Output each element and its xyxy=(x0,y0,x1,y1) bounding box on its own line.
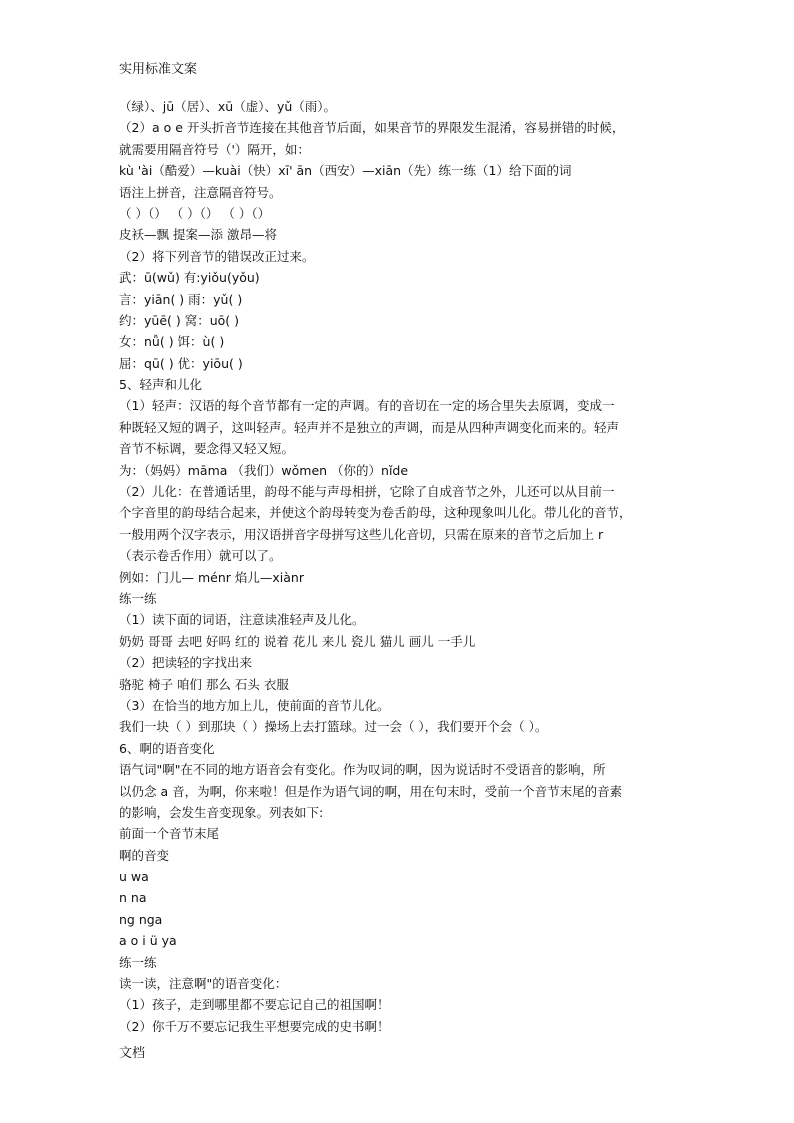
text-line: 6、啊的语音变化 xyxy=(119,740,215,756)
text-line: 骆驼 椅子 咱们 那么 石头 衣服 xyxy=(119,676,289,692)
text-line: 读一读，注意啊"的语音变化： xyxy=(119,976,288,992)
text-line: （ ）（） （ ）（） （ ）（） xyxy=(119,205,271,221)
text-line: 个字音里的韵母结合起来，并使这个韵母转变为卷舌韵母，这种现象叫儿化。带儿化的音节， xyxy=(119,505,632,521)
text-line: 就需要用隔音符号（'）隔开，如： xyxy=(119,141,310,157)
text-line: a o i ü ya xyxy=(119,933,177,949)
text-line: 我们一块（ ）到那块（ ）操场上去打篮球。过一会（ ），我们要开个会（ ）。 xyxy=(119,719,548,735)
text-line: 前面一个音节末尾 xyxy=(119,826,220,842)
text-line: （1）轻声：汉语的每个音节都有一定的声调。有的音切在一定的场合里失去原调，变成一 xyxy=(119,398,615,414)
text-line: 女：nǚ( ) 饵：ù( ) xyxy=(119,334,225,350)
page-footer: 文档 xyxy=(119,1046,146,1061)
text-line: 语注上拼音，注意隔音符号。 xyxy=(119,184,282,200)
text-line: （1）孩子，走到哪里都不要忘记自己的祖国啊！ xyxy=(119,997,390,1013)
text-line: 以仍念 a 音，为啊，你来啦！但是作为语气词的啊，用在句末时，受前一个音节末尾的音素 xyxy=(119,783,623,799)
text-line: 啊的音变 xyxy=(119,847,170,863)
text-line: 约：yūē( ) 窝：uō( ) xyxy=(119,312,240,328)
text-line: 练一练 xyxy=(119,954,157,970)
text-line: 例如：门儿— ménr 焰儿—xiànr xyxy=(119,569,304,585)
text-line: 的影响，会发生音变现象。列表如下: xyxy=(119,804,324,820)
text-line: （1）读下面的词语，注意读准轻声及儿化。 xyxy=(119,612,365,628)
text-line: （2）a o e 开头折音节连接在其他音节后面，如果音节的界限发生混淆，容易拼错的时候， xyxy=(119,120,625,136)
text-line: （绿）、jū（居）、xū（虚）、yǔ（雨）。 xyxy=(119,99,337,114)
text-line: （2）把读轻的字找出来 xyxy=(119,655,252,671)
text-line: 奶奶 哥哥 去吧 好吗 红的 说着 花儿 来儿 瓷儿 猫儿 画儿 一手儿 xyxy=(119,633,476,649)
text-line: 皮袄—飘 提案—添 激昂—将 xyxy=(119,227,277,243)
text-line: 武：ū(wǔ) 有:yiǒu(yǒu) xyxy=(119,270,260,286)
text-line: （2）将下列音节的错误改正过来。 xyxy=(119,248,315,264)
text-line: 练一练 xyxy=(119,590,157,606)
text-line: ng nga xyxy=(119,911,163,927)
text-line: n na xyxy=(119,890,147,906)
text-line: 语气词"啊"在不同的地方语音会有变化。作为叹词的啊，因为说话时不受语音的影响，所 xyxy=(119,762,606,778)
text-line: 屈：qū( ) 优：yiōu( ) xyxy=(119,355,243,371)
text-line: kù 'ài（酷爱）—kuài（快）xī' ān（西安）—xiān（先）练一练（1）给下面的词 xyxy=(119,163,572,179)
text-line: 种既轻又短的调子，这叫轻声。轻声并不是独立的声调，而是从四种声调变化而来的。轻声 xyxy=(119,419,620,435)
text-line: （3）在恰当的地方加上儿，使前面的音节儿化。 xyxy=(119,697,390,713)
text-line: 言：yiān( ) 雨：yǔ( ) xyxy=(119,291,243,307)
text-line: （表示卷舌作用）就可以了。 xyxy=(119,548,282,564)
document-body xyxy=(119,96,679,1037)
text-line: 为：（妈妈）māma （我们）wǒmen （你的）nǐde xyxy=(119,462,409,478)
page-header: 实用标准文案 xyxy=(119,62,198,77)
text-line: （2）儿化：在普通话里，韵母不能与声母相拼，它除了自成音节之外，儿还可以从目前一 xyxy=(119,484,615,500)
text-line: 5、轻声和儿化 xyxy=(119,377,202,393)
text-line: u wa xyxy=(119,869,149,885)
text-line: （2）你千万不要忘记我生平想要完成的史书啊！ xyxy=(119,1018,390,1034)
text-line: 一般用两个汉字表示，用汉语拼音字母拼写这些儿化音切，只需在原来的音节之后加上 r xyxy=(119,526,604,542)
text-line: 音节不标调，要念得又轻又短。 xyxy=(119,441,295,457)
